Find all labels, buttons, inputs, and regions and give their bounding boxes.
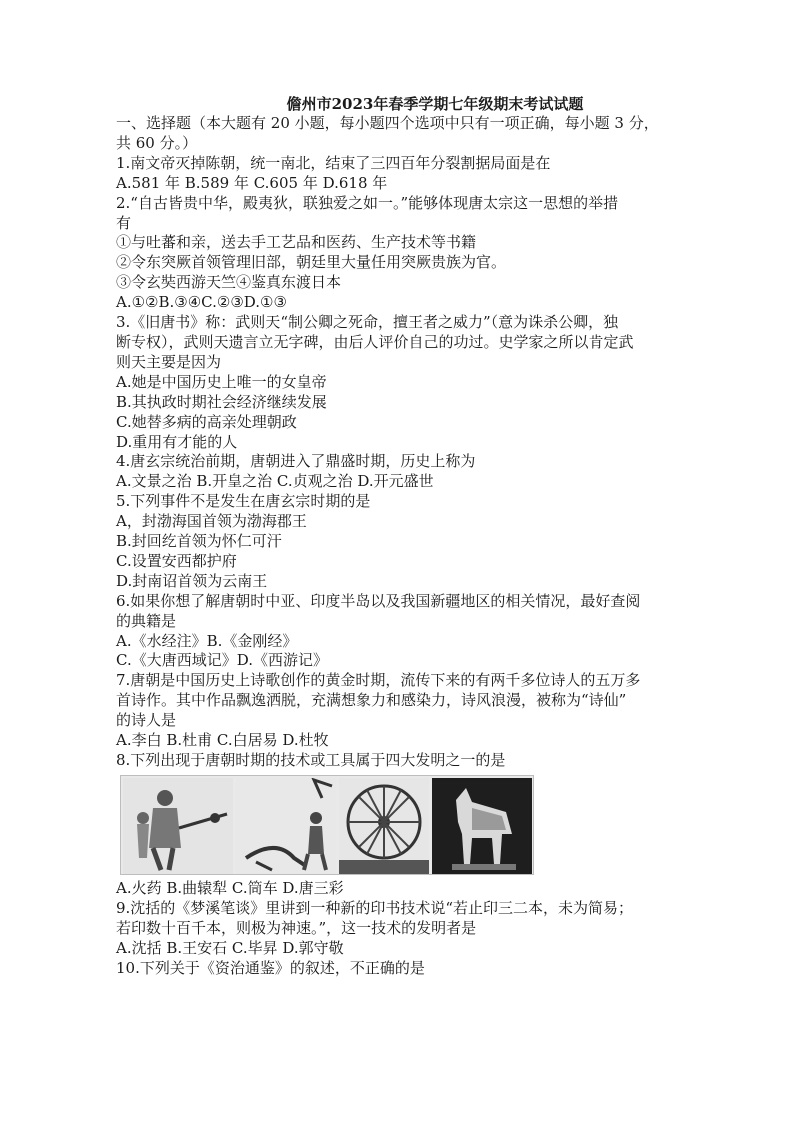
text-line: A.文景之治 B.开皇之治 C.贞观之治 D.开元盛世 xyxy=(116,472,434,491)
text-line: 的诗人是 xyxy=(116,711,177,730)
text-line: C.设置安西都护府 xyxy=(116,551,237,570)
text-line: 9.沈括的《梦溪笔谈》里讲到一种新的印书技术说“若止印三二本，未为简易； xyxy=(116,898,633,917)
text-line: 一、选择题（本大题有 20 小题，每小题四个选项中只有一项正确，每小题 3 分， xyxy=(116,114,659,132)
gunpowder-warrior-image xyxy=(123,778,233,874)
text-line: 断专权），武则天遗言立无字碑，由后人评价自己的功过。史学家之所以肯定武 xyxy=(116,332,634,351)
text-line: 的典籍是 xyxy=(116,611,177,630)
text-line: 5.下列事件不是发生在唐玄宗时期的是 xyxy=(116,492,371,511)
text-line: 则天主要是因为 xyxy=(116,352,222,371)
text-line: A.火药 B.曲辕犁 C.筒车 D.唐三彩 xyxy=(116,878,344,897)
text-line: 8.下列出现于唐朝时期的技术或工具属于四大发明之一的是 xyxy=(116,751,506,769)
question-block-8-10 xyxy=(116,879,754,979)
exam-title: 儋州市2023年春季学期七年级期末考试试题 xyxy=(286,95,584,113)
text-line: C.《大唐西域记》D.《西游记》 xyxy=(116,651,328,670)
text-line: 首诗作。其中作品飘逸洒脱，充满想象力和感染力，诗风浪漫，被称为“诗仙” xyxy=(116,691,627,710)
text-line: ③令玄奘西游天竺④鉴真东渡日本 xyxy=(116,273,342,292)
text-line: 6.如果你想了解唐朝时中亚、印度半岛以及我国新疆地区的相关情况，最好查阅 xyxy=(116,591,641,610)
text-line: A.李白 B.杜甫 C.白居易 D.杜牧 xyxy=(116,731,329,750)
question-block-1-8 xyxy=(116,114,754,771)
question-8-images xyxy=(120,775,534,875)
text-line: B.其执政时期社会经济继续发展 xyxy=(116,392,327,411)
text-line: 共 60 分。） xyxy=(116,133,198,152)
text-line: 有 xyxy=(116,213,132,232)
text-line: A.①②B.③④C.②③D.①③ xyxy=(116,293,287,312)
text-line: ②令东突厥首领管理旧部，朝廷里大量任用突厥贵族为官。 xyxy=(116,253,507,272)
text-line: D.封南诏首领为云南王 xyxy=(116,571,268,590)
text-line: 4.唐玄宗统治前期，唐朝进入了鼎盛时期，历史上称为 xyxy=(116,452,476,471)
text-line: 若印数十百千本，则极为神速。”，这一技术的发明者是 xyxy=(116,918,477,937)
tube-wheel-image xyxy=(339,778,429,874)
text-line: D.重用有才能的人 xyxy=(116,432,238,451)
text-line: A.她是中国历史上唯一的女皇帝 xyxy=(116,372,327,391)
curved-plough-image xyxy=(236,778,336,874)
text-line: 1.南文帝灭掉陈朝，统一南北，结束了三四百年分裂割据局面是在 xyxy=(116,153,551,172)
text-line: ①与吐蕃和亲，送去手工艺品和医药、生产技术等书籍 xyxy=(116,233,477,252)
text-line: 7.唐朝是中国历史上诗歌创作的黄金时期，流传下来的有两千多位诗人的五万多 xyxy=(116,671,641,690)
text-line: 10.下列关于《资治通鉴》的叙述，不正确的是 xyxy=(116,958,425,977)
text-line: 3.《旧唐书》称：武则天“制公卿之死命，擅王者之威力”（意为诛杀公卿，独 xyxy=(116,313,619,332)
text-line: A.沈括 B.王安石 C.毕昇 D.郭守敬 xyxy=(116,938,344,957)
text-line: A，封渤海国首领为渤海郡王 xyxy=(116,512,307,531)
text-line: A.581 年 B.589 年 C.605 年 D.618 年 xyxy=(116,173,388,192)
text-line: C.她替多病的高亲处理朝政 xyxy=(116,412,297,431)
tang-sancai-horse-image xyxy=(432,778,532,874)
text-line: A.《水经注》B.《金刚经》 xyxy=(116,631,298,650)
text-line: B.封回纥首领为怀仁可汗 xyxy=(116,532,282,551)
text-line: 2.“自古皆贵中华，殿夷狄，联独爱之如一。”能够体现唐太宗这一思想的举措 xyxy=(116,193,619,212)
